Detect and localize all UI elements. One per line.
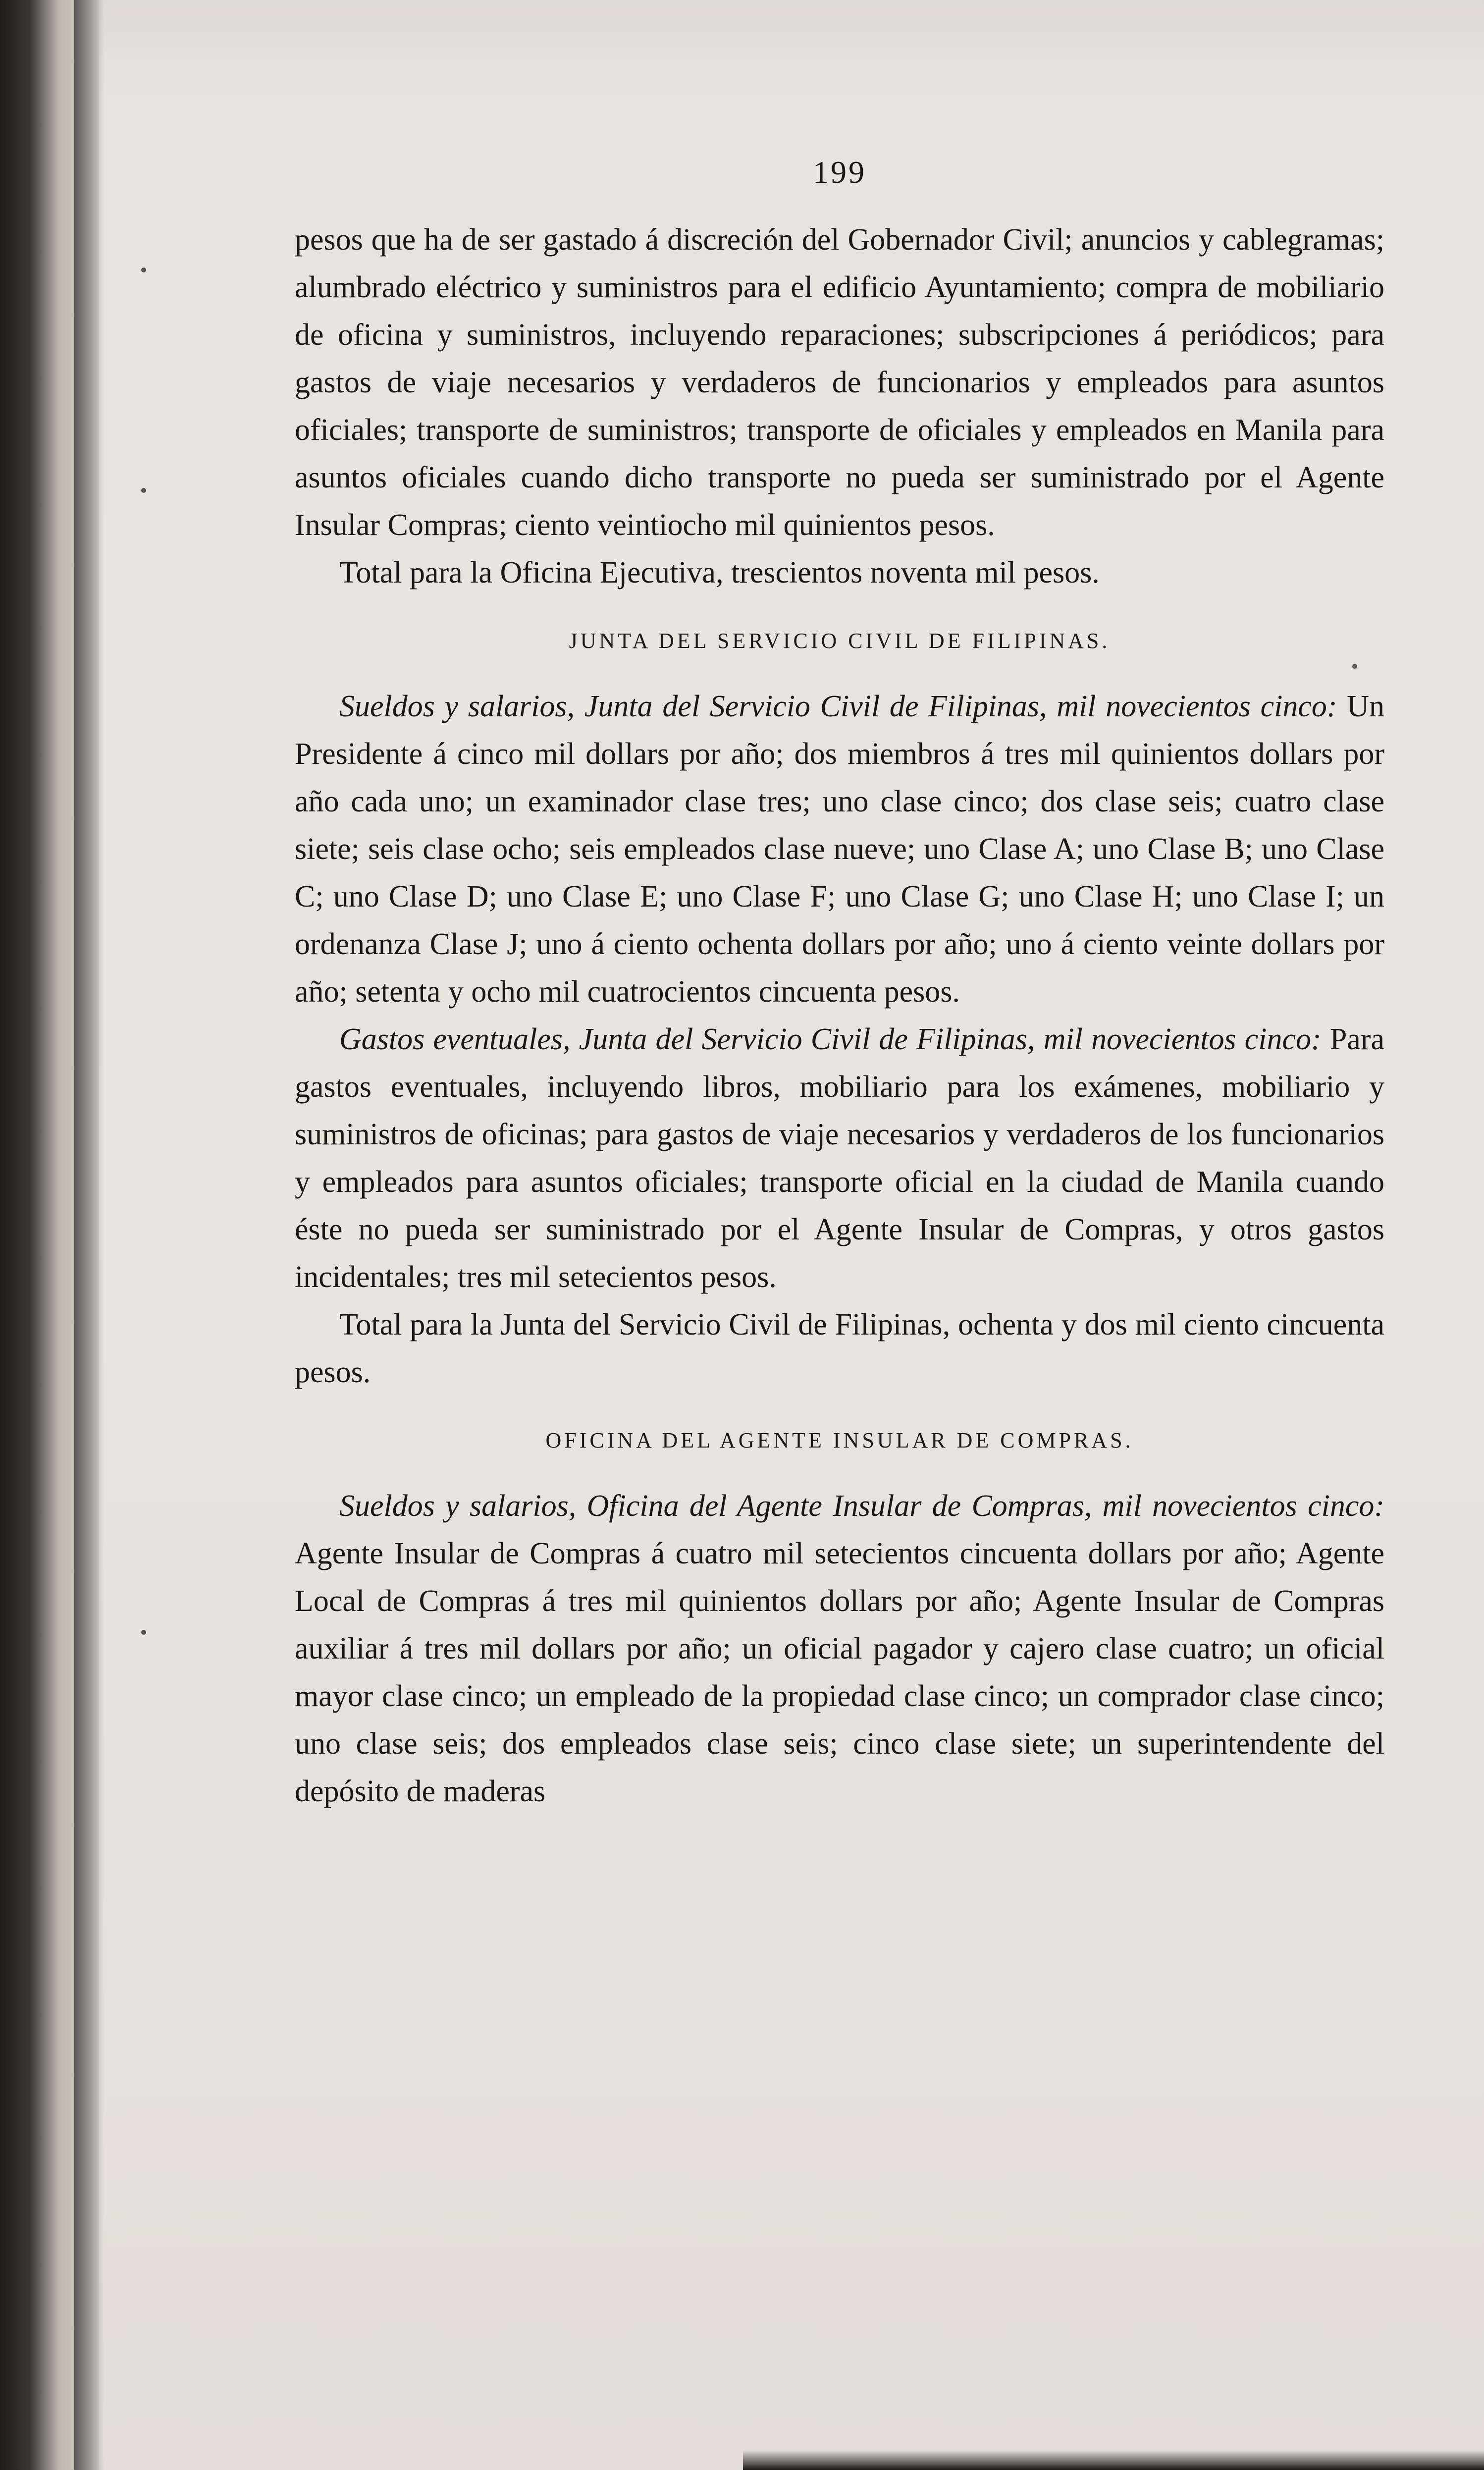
- paragraph-body: Agente Insular de Compras á cuatro mil setecientos cincuenta dollars por año; Agente Local de Compras á tres mil quinientos dollars por año; Agente Insular de Compras auxiliar á tres mil dollars por año; un oficial pagador y cajero clase cuatro; un oficial mayor clase cinco; un empleado de la propiedad clase cinco; un comprador clase cinco; uno clase seis; dos empleados clase seis; cinco clase siete; un superintendente del depósito de maderas: [295, 1537, 1384, 1808]
- margin-speck: [141, 268, 146, 272]
- paragraph: [295, 1482, 1384, 1815]
- paragraph: [295, 1301, 1384, 1396]
- paragraph: [295, 549, 1384, 596]
- text-blocks: [295, 216, 1384, 1815]
- paragraph: [295, 1016, 1384, 1301]
- section-heading: JUNTA DEL SERVICIO CIVIL DE FILIPINAS.: [569, 629, 1111, 653]
- margin-speck: [141, 488, 146, 493]
- paragraph-body: Total para la Junta del Servicio Civil de Filipinas, ochenta y dos mil ciento cincuenta pesos.: [295, 1308, 1384, 1389]
- paragraph-lead: Gastos eventuales, Junta del Servicio Civil de Filipinas, mil novecientos cinco:: [339, 1022, 1322, 1056]
- page-text: [295, 149, 1384, 1815]
- paragraph-body: pesos que ha de ser gastado á discreción del Gobernador Civil; anuncios y cablegramas; alumbrado eléctrico y suministros para el edificio Ayuntamiento; compra de mobiliario de oficina y suministros, incluyendo reparaciones; subscripciones á periódicos; para gastos de viaje necesarios y verdaderos de funcionarios y empleados para asuntos oficiales; transporte de suministros; transporte de oficiales y empleados en Manila para asuntos oficiales cuando dicho transporte no pueda ser suministrado por el Agente Insular Compras; ciento veintiocho mil quinientos pesos.: [295, 223, 1384, 542]
- page-bottom-edge: [743, 2450, 1484, 2470]
- paragraph-lead: Sueldos y salarios, Junta del Servicio Civil de Filipinas, mil novecientos cinco:: [339, 690, 1337, 723]
- paragraph-body: Para gastos eventuales, incluyendo libros, mobiliario para los exámenes, mobiliario y suministros de oficinas; para gastos de viaje necesarios y verdaderos de los funcionarios y empleados para asuntos oficiales; transporte oficial en la ciudad de Manila cuando éste no pueda ser suministrado por el Agente Insular de Compras, y otros gastos incidentales; tres mil setecientos pesos.: [295, 1022, 1384, 1294]
- paragraph: [295, 216, 1384, 549]
- section-heading: OFICINA DEL AGENTE INSULAR DE COMPRAS.: [545, 1428, 1134, 1452]
- paragraph-body: Un Presidente á cinco mil dollars por año; dos miembros á tres mil quinientos dollars por año cada uno; un examinador clase tres; uno clase cinco; dos clase seis; cuatro clase siete; seis clase ocho; seis empleados clase nueve; uno Clase A; uno Clase B; uno Clase C; uno Clase D; uno Clase E; uno Clase F; uno Clase G; uno Clase H; uno Clase I; un ordenanza Clase J; uno á ciento ochenta dollars por año; uno á ciento veinte dollars por año; setenta y ocho mil cuatrocientos cincuenta pesos.: [295, 690, 1384, 1009]
- paragraph: [295, 683, 1384, 1016]
- paragraph-body: Total para la Oficina Ejecutiva, trescientos noventa mil pesos.: [339, 556, 1100, 590]
- paragraph-lead: Sueldos y salarios, Oficina del Agente Insular de Compras, mil novecientos cinco:: [339, 1489, 1384, 1523]
- page-number: 199: [813, 155, 866, 190]
- book-gutter-shadow: [74, 0, 104, 2470]
- margin-speck: [141, 1630, 146, 1635]
